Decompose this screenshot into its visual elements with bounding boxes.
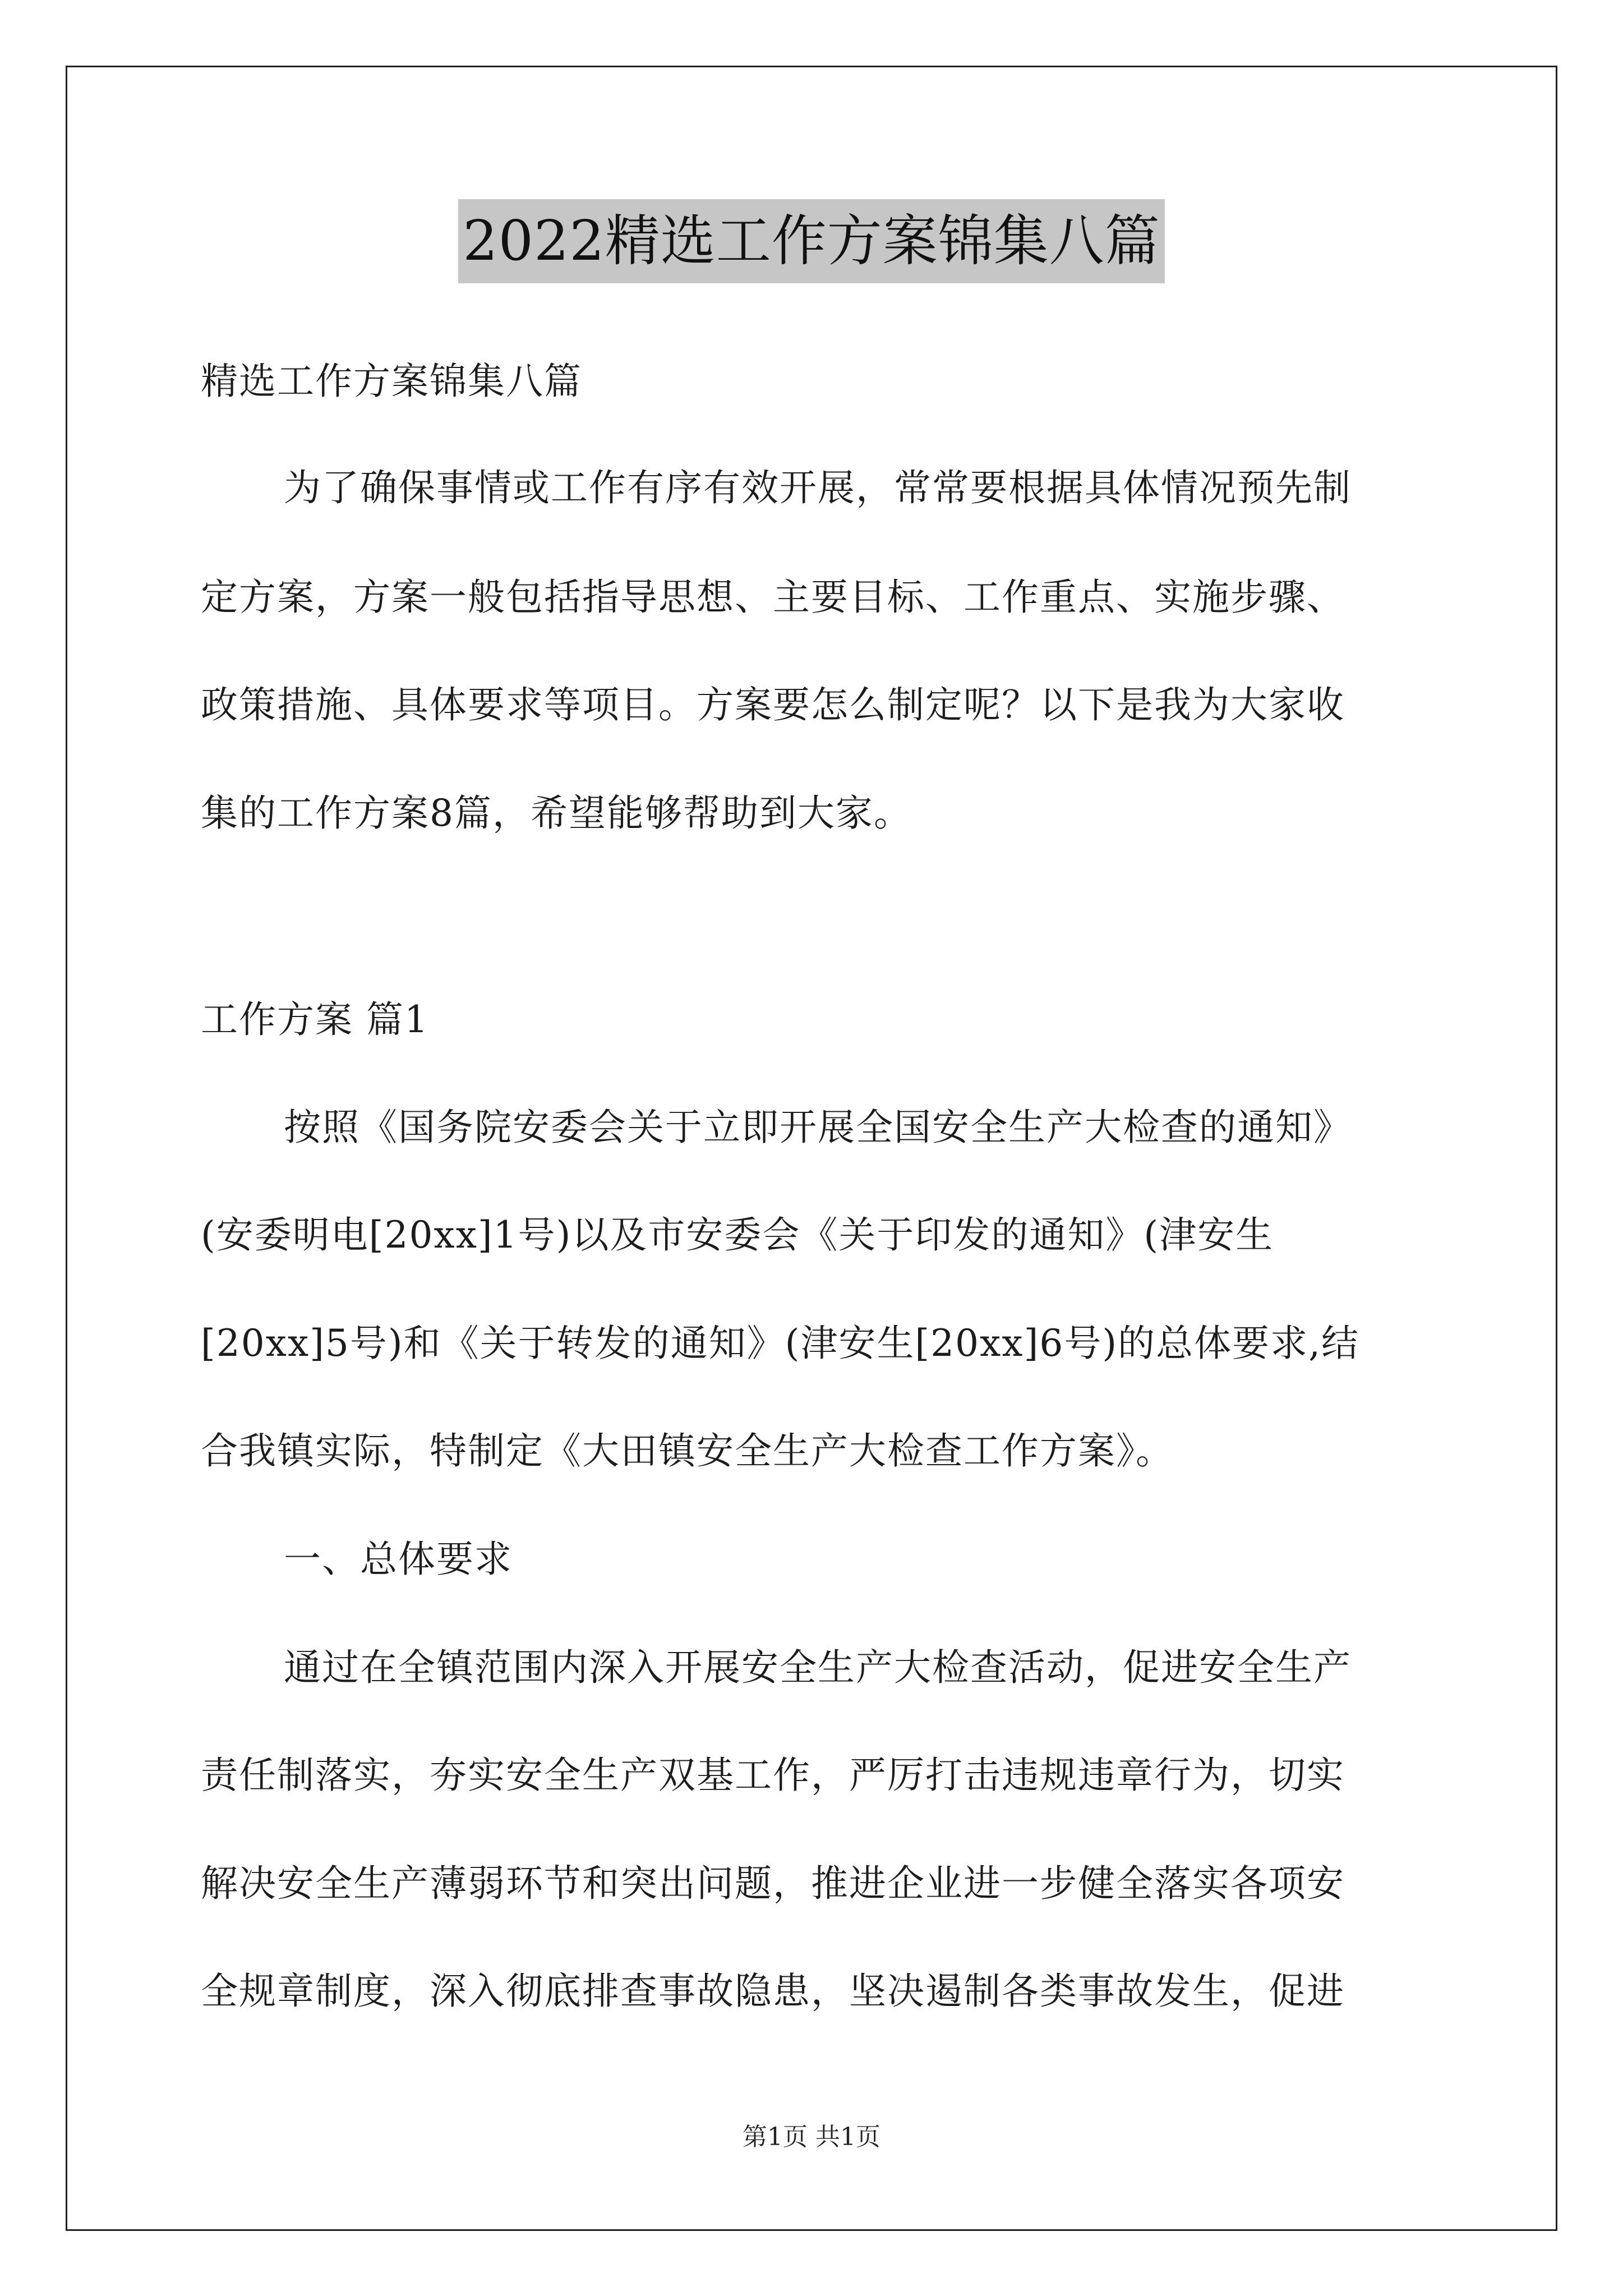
intro-line-3: 政策措施、具体要求等项目。方案要怎么制定呢？以下是我为大家收 (201, 683, 1345, 726)
intro-line-1: 为了确保事情或工作有序有效开展，常常要根据具体情况预先制 (284, 466, 1352, 509)
document-subtitle: 精选工作方案锦集八篇 (201, 360, 582, 403)
document-title: 2022精选工作方案锦集八篇 (458, 199, 1164, 283)
section-line-1: 按照《国务院安委会关于立即开展全国安全生产大检查的通知》 (284, 1106, 1352, 1149)
section-line-2: (安委明电[20xx]1号)以及市安委会《关于印发的通知》(津安生 (201, 1213, 1274, 1257)
body-line-1: 通过在全镇范围内深入开展安全生产大检查活动，促进安全生产 (284, 1646, 1352, 1689)
intro-line-4: 集的工作方案8篇，希望能够帮助到大家。 (201, 792, 912, 835)
section-heading: 工作方案 篇1 (201, 998, 429, 1041)
subheading: 一、总体要求 (284, 1538, 513, 1581)
page-footer: 第1页 共1页 (743, 2123, 880, 2151)
section-line-3: [20xx]5号)和《关于转发的通知》(津安生[20xx]6号)的总体要求,结 (201, 1322, 1360, 1365)
body-line-3: 解决安全生产薄弱环节和突出问题，推进企业进一步健全落实各项安 (201, 1862, 1345, 1905)
body-line-2: 责任制落实，夯实安全生产双基工作，严厉打击违规违章行为，切实 (201, 1754, 1345, 1797)
body-line-4: 全规章制度，深入彻底排查事故隐患，坚决遏制各类事故发生，促进 (201, 1970, 1345, 2013)
intro-line-2: 定方案，方案一般包括指导思想、主要目标、工作重点、实施步骤、 (201, 576, 1345, 619)
section-line-4: 合我镇实际，特制定《大田镇安全生产大检查工作方案》。 (201, 1429, 1174, 1473)
title-container (0, 199, 1623, 283)
